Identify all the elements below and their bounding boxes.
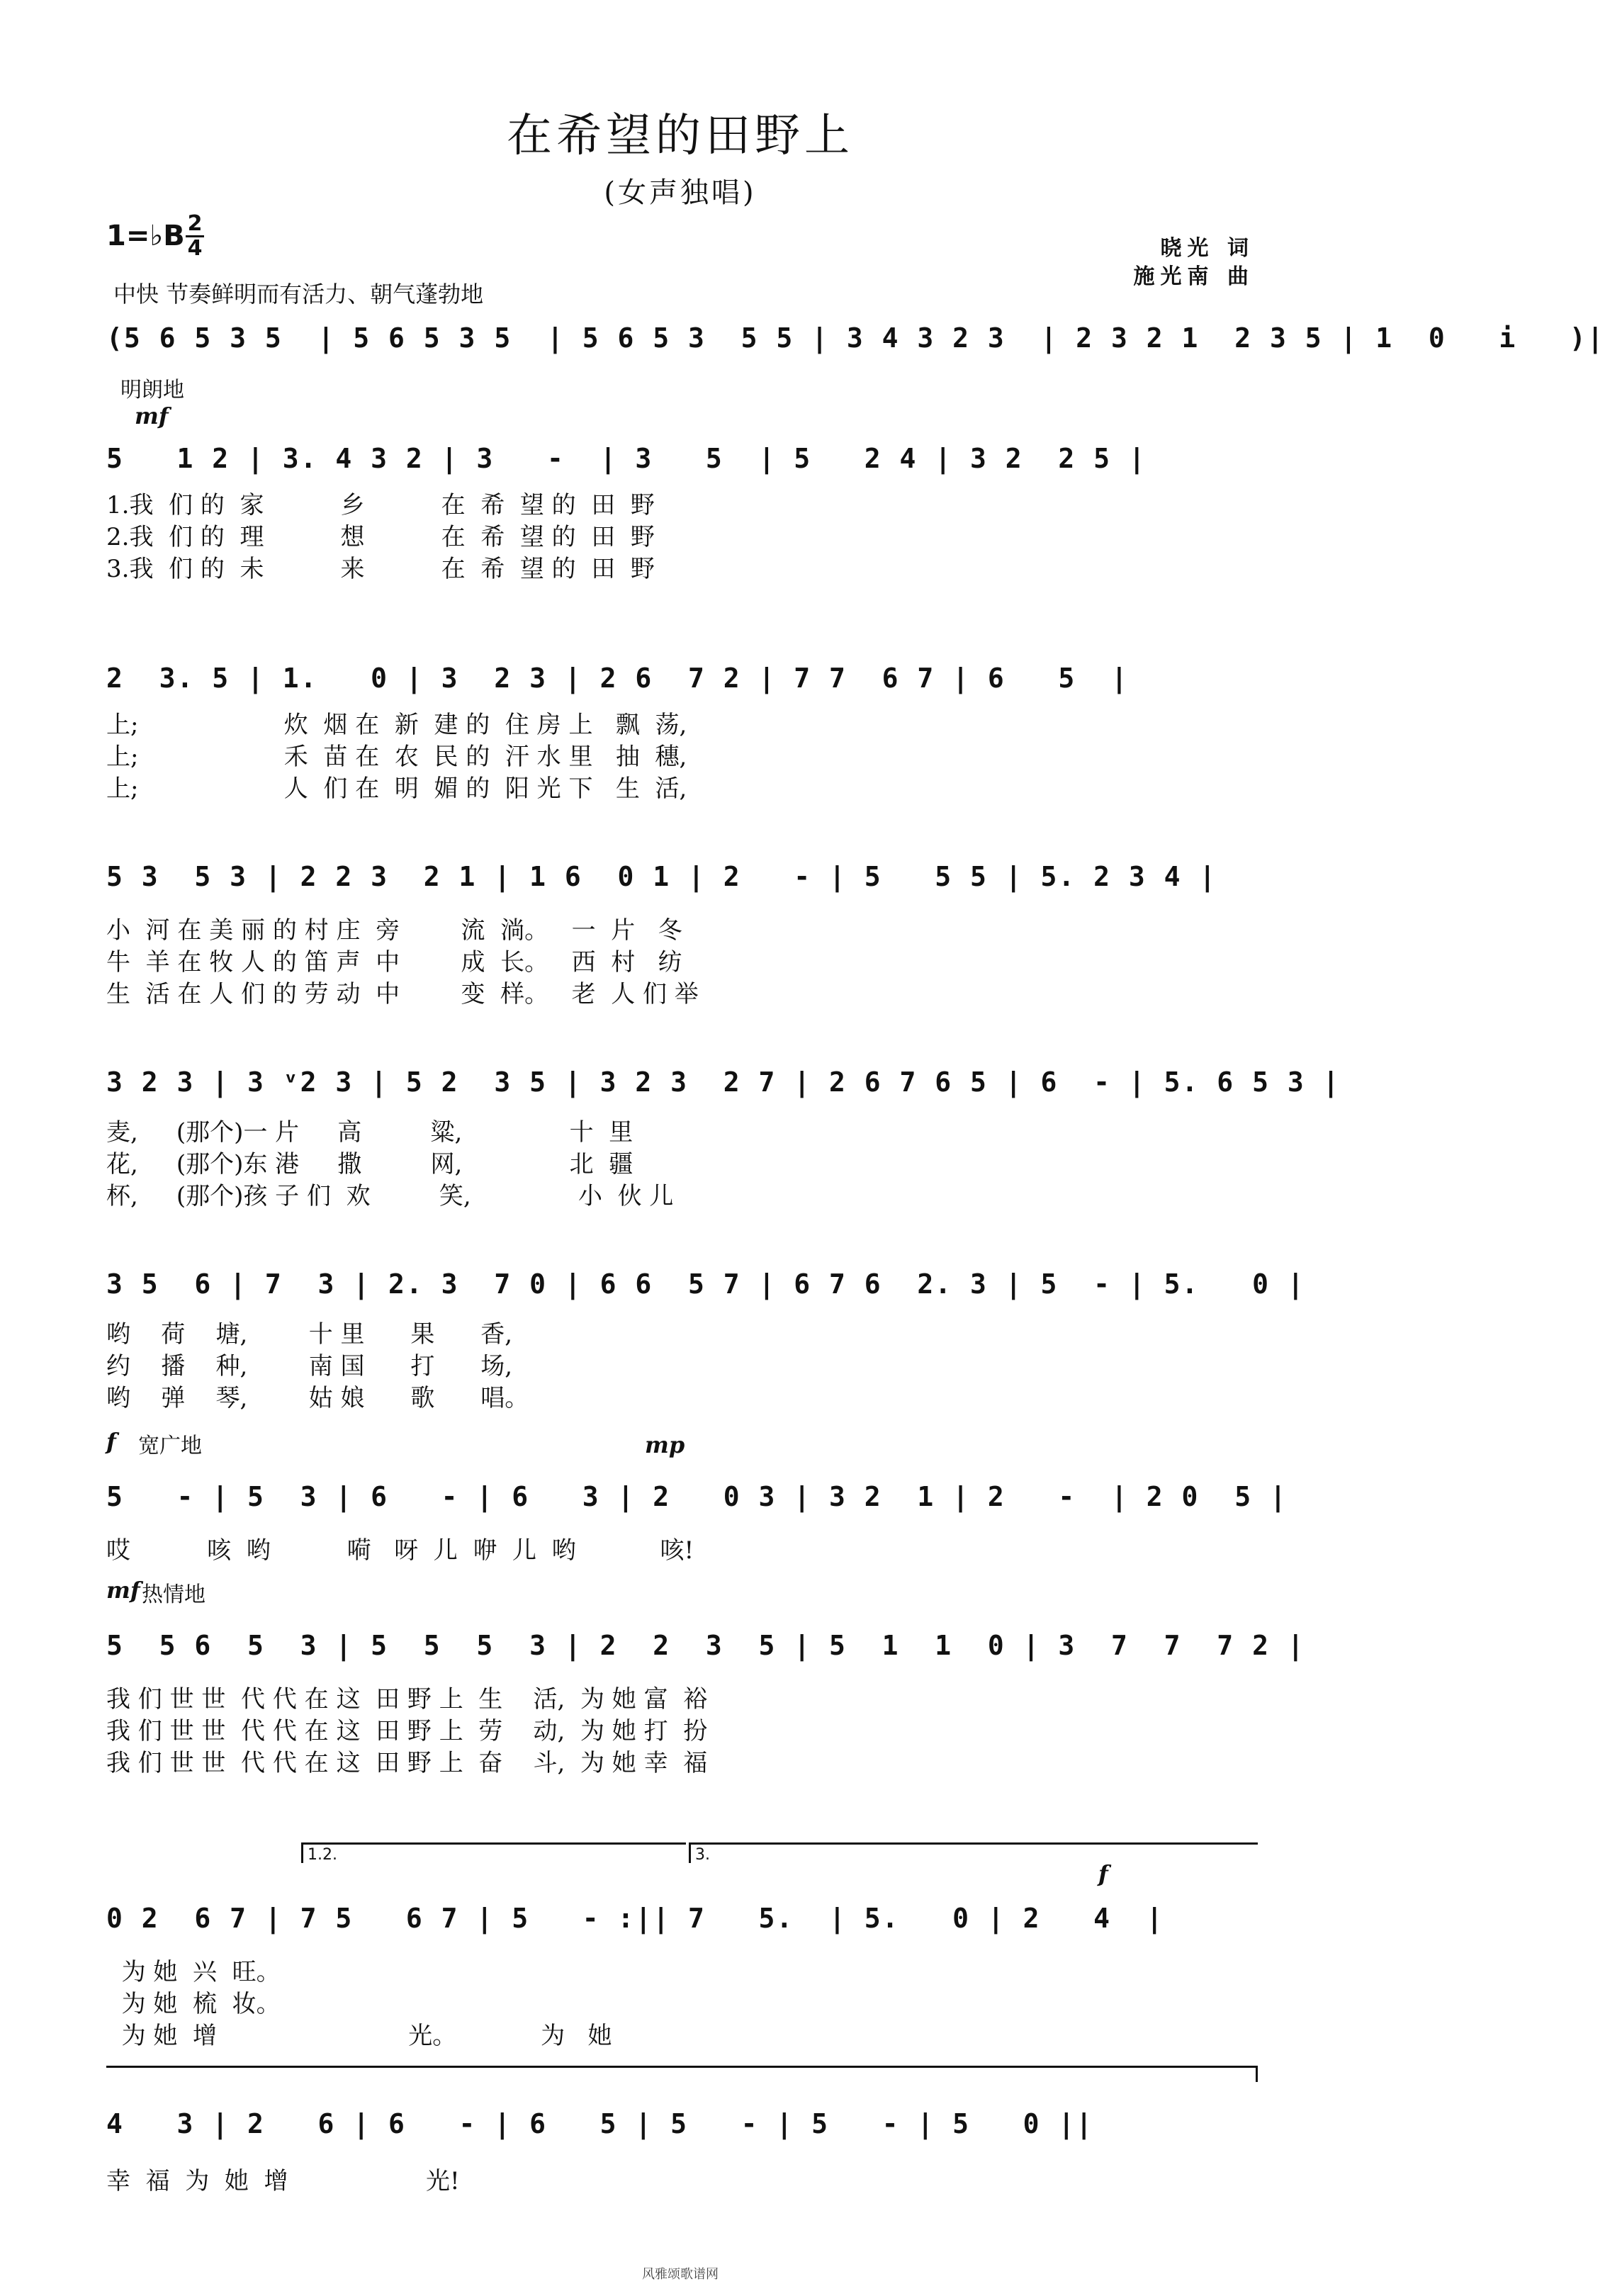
system-7-lyric-1: 哎 咳 哟 嗬 呀 儿 咿 儿 哟 咳!: [106, 1536, 694, 1565]
system-2-lyric-3: 3.我 们 的 未 来 在 希 望 的 田 野: [106, 555, 655, 583]
system-3-lyric-2: 上; 禾 苗 在 农 民 的 汗 水 里 抽 穗,: [106, 743, 687, 771]
system-2-dynamic: mf: [135, 403, 169, 429]
time-signature: [186, 213, 204, 260]
system-8-lyric-2: 我 们 世 世 代 代 在 这 田 野 上 劳 动, 为 她 打 扮: [106, 1717, 708, 1745]
volta-1-label: 1.2.: [308, 1846, 337, 1864]
lyricist-credit: 晓光 词: [1160, 236, 1254, 261]
system-6-notes: 3 5 6 | 7 3 | 2. 3 7 0 | 6 6 5 7 | 6 7 6 2. 3 | 5 - | 5. 0 |: [106, 1268, 1305, 1300]
system-2-direction: 明朗地: [120, 378, 184, 403]
system-7-notes: 5 - | 5 3 | 6 - | 6 3 | 2 0 3 | 3 2 1 | 2 - | 2 0 5 |: [106, 1481, 1288, 1512]
system-5-lyric-3: 杯, (那个)孩 子 们 欢 笑, 小 伙 儿: [106, 1182, 674, 1210]
system-9-dynamic: f: [1098, 1860, 1108, 1887]
system-3-lyric-1: 上; 炊 烟 在 新 建 的 住 房 上 飘 荡,: [106, 711, 687, 739]
system-4-notes: 5 3 5 3 | 2 2 3 2 1 | 1 6 0 1 | 2 - | 5 5 5 | 5. 2 3 4 |: [106, 861, 1217, 892]
system-2-notes: 5 1 2 | 3. 4 3 2 | 3 - | 3 5 | 5 2 4 | 3 2 2 5 |: [106, 443, 1147, 474]
system-7-dynamic: f: [106, 1428, 116, 1455]
tempo-marking: 中快 节奏鲜明而有活力、朝气蓬勃地: [113, 281, 484, 308]
system-8-dynamic: mf: [106, 1577, 140, 1604]
system-9-notes: 0 2 6 7 | 7 5 6 7 | 5 - :|| 7 5. | 5. 0 | 2 4 |: [106, 1903, 1164, 1934]
system-10-lyric-1: 幸 福 为 她 增 光!: [106, 2167, 460, 2195]
system-6-lyric-2: 约 播 种, 南 国 打 场,: [106, 1352, 513, 1380]
meter-bottom: 4: [187, 236, 203, 261]
system-3-lyric-3: 上; 人 们 在 明 媚 的 阳 光 下 生 活,: [106, 775, 687, 803]
system-4-lyric-3: 生 活 在 人 们 的 劳 动 中 变 样。 老 人 们 举: [106, 980, 699, 1008]
system-7-dynamic-2: mp: [645, 1431, 685, 1458]
system-2-lyric-1: 1.我 们 的 家 乡 在 希 望 的 田 野: [106, 491, 655, 519]
system-1-notes: (5 6 5 3 5 | 5 6 5 3 5 | 5 6 5 3 5 5 | 3 4 3 2 3 | 2 3 2 1 2 3 5 | 1 0 i )|: [106, 322, 1605, 354]
meter-top: 2: [187, 211, 203, 236]
volta-2-label: 3.: [695, 1846, 710, 1864]
system-8-direction: 热情地: [142, 1582, 205, 1607]
system-8-notes: 5 5 6 5 3 | 5 5 5 3 | 2 2 3 5 | 5 1 1 0 | 3 7 7 7 2 |: [106, 1630, 1305, 1661]
system-5-notes: 3 2 3 | 3 ᵛ2 3 | 5 2 3 5 | 3 2 3 2 7 | 2 6 7 6 5 | 6 - | 5. 6 5 3 |: [106, 1067, 1341, 1098]
system-10-notes: 4 3 | 2 6 | 6 - | 6 5 | 5 - | 5 - | 5 0 ||: [106, 2108, 1094, 2139]
system-2-lyric-2: 2.我 们 的 理 想 在 希 望 的 田 野: [106, 523, 655, 551]
system-5-lyric-2: 花, (那个)东 港 撒 网, 北 疆: [106, 1150, 633, 1178]
system-5-lyric-1: 麦, (那个)一 片 高 粱, 十 里: [106, 1118, 633, 1147]
page-title: 在希望的田野上: [507, 110, 854, 162]
page-subtitle: (女声独唱): [604, 176, 757, 209]
volta-bracket-1: [301, 1842, 686, 1863]
system-9-lyric-2: 为 她 梳 妆。: [106, 1990, 281, 2018]
key-signature: 1=♭B: [106, 220, 185, 252]
system-4-lyric-1: 小 河 在 美 丽 的 村 庄 旁 流 淌。 一 片 冬: [106, 916, 682, 945]
system-6-lyric-1: 哟 荷 塘, 十 里 果 香,: [106, 1320, 513, 1349]
system-8-lyric-3: 我 们 世 世 代 代 在 这 田 野 上 奋 斗, 为 她 幸 福: [106, 1749, 708, 1777]
system-4-lyric-2: 牛 羊 在 牧 人 的 笛 声 中 成 长。 西 村 纺: [106, 948, 682, 977]
watermark-footer: 风雅颂歌谱网: [642, 2267, 719, 2282]
system-9-lyric-1: 为 她 兴 旺。: [106, 1958, 281, 1986]
system-7-direction: 宽广地: [138, 1434, 202, 1458]
system-8-lyric-1: 我 们 世 世 代 代 在 这 田 野 上 生 活, 为 她 富 裕: [106, 1685, 708, 1713]
volta-bracket-2: [689, 1842, 1258, 1863]
system-3-notes: 2 3. 5 | 1. 0 | 3 2 3 | 2 6 7 2 | 7 7 6 7 | 6 5 |: [106, 663, 1129, 694]
system-9-lyric-3: 为 她 增 光。 为 她: [106, 2022, 612, 2050]
volta-continuation: [106, 2066, 1258, 2082]
composer-credit: 施光南 曲: [1133, 264, 1254, 289]
system-6-lyric-3: 哟 弹 琴, 姑 娘 歌 唱。: [106, 1384, 529, 1412]
